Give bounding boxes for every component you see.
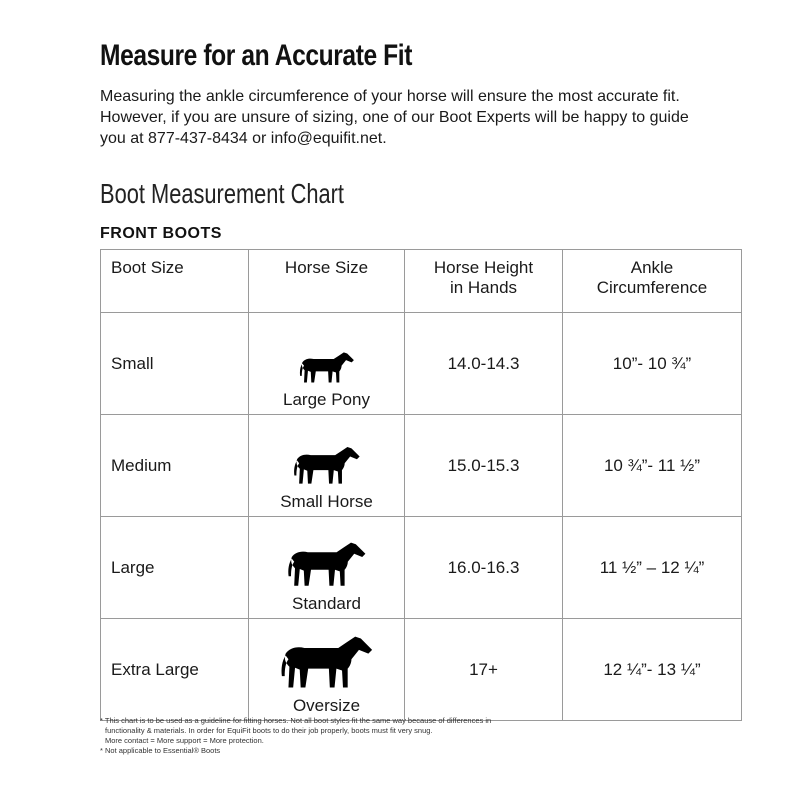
page-title: Measure for an Accurate Fit [100,39,413,72]
header-horse-height-line2: in Hands [449,278,518,297]
horse-size-label: Standard [292,593,361,613]
table-header-row [101,250,742,313]
cell-horse-size [249,517,405,619]
page [100,36,708,721]
horse-size-label: Small Horse [280,491,373,511]
footnotes [100,716,580,756]
cell-horse-height: 15.0-15.3 [405,415,563,517]
header-horse-height-line1: Horse Height [433,258,534,277]
section-label: FRONT BOOTS [100,225,222,242]
cell-ankle: 12 ¼”- 13 ¼” [563,619,742,721]
chart-title: Boot Measurement Chart [100,178,344,209]
cell-horse-size [249,313,405,415]
horse-size-label: Large Pony [283,389,370,409]
boot-size-table [100,249,742,721]
horse-size-label: Oversize [292,695,361,715]
header-horse-height [405,250,563,313]
cell-ankle: 10”- 10 ¾” [563,313,742,415]
cell-ankle: 11 ½” – 12 ¼” [563,517,742,619]
header-ankle [563,250,742,313]
cell-horse-height: 14.0-14.3 [405,313,563,415]
horse-oversize-icon [280,634,374,692]
cell-boot-size: Medium [101,415,249,517]
footnote-line: functionality & materials. In order for EquiFit boots to do their job properly, boots must fit very snug. [105,726,433,735]
footnote-line: * This chart is to be used as a guideline for fitting horses. Not all boot styles fit the same way because of differences in [100,716,492,725]
header-ankle-line2: Circumference [596,278,708,297]
cell-ankle: 10 ¾”- 11 ½” [563,415,742,517]
horse-small-icon [293,444,361,488]
table-row [101,517,742,619]
intro-paragraph: Measuring the ankle circumference of your horse will ensure the most accurate fit. However, if you are unsure of sizing, one of our Boot Experts will be happy to guide you at 877-437-8434 or info@equifit.net. [100,88,689,147]
horse-pony-icon [299,350,355,386]
table-row [101,313,742,415]
table-row [101,619,742,721]
header-horse-size: Horse Size [249,250,405,313]
cell-horse-size [249,619,405,721]
cell-boot-size: Extra Large [101,619,249,721]
horse-standard-icon [287,540,367,590]
header-ankle-line1: Ankle [630,258,674,277]
cell-boot-size: Large [101,517,249,619]
table-row [101,415,742,517]
footnote-line: * Not applicable to Essential® Boots [100,746,221,755]
cell-horse-height: 17+ [405,619,563,721]
header-boot-size: Boot Size [101,250,249,313]
cell-boot-size: Small [101,313,249,415]
footnote-line: More contact = More support = More protection. [105,736,264,745]
cell-horse-size [249,415,405,517]
cell-horse-height: 16.0-16.3 [405,517,563,619]
